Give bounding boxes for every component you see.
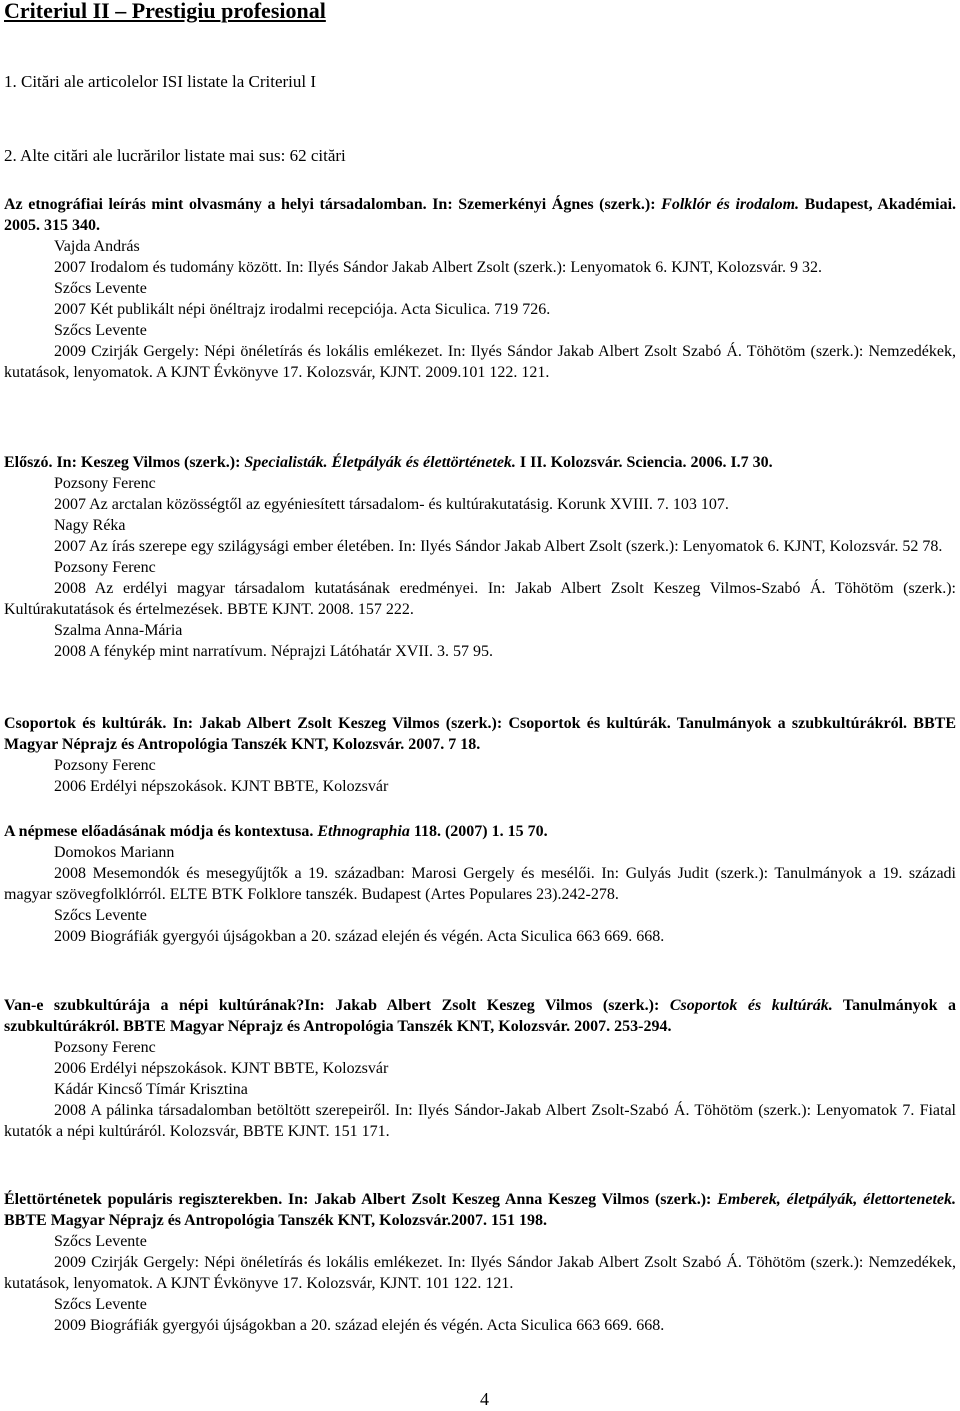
cited-work: Az etnográfiai leírás mint olvasmány a helyi társadalomban. In: Szemerkényi Ágnes (szerk.): Folklór és irodalom. Budapest, Akadémiai. 2005. 315 340. — [4, 196, 957, 234]
cited-work: Csoportok és kultúrák. In: Jakab Albert Zsolt Keszeg Vilmos (szerk.): Csoportok és kultúrák. Tanulmányok a szubkultúrákról. BBTE Magyar Néprajz és Antropológia Tanszék KNT, Kolozsvár. 2007. 7 18. — [4, 715, 956, 753]
citation-text: 2007 Az írás szerepe egy szilágysági ember életében. In: Ilyés Sándor Jakab Albert Zsolt (szerk.): Lenyomatok 6. KJNT, Kolozsvár. 52 78. — [54, 538, 943, 555]
citation-text: 2007 Az arctalan közösségtől az egyéniesített társadalom- és kultúrakutatásig. Korunk XVIII. 7. 103 107. — [54, 496, 729, 513]
citation-text: 2009 Biográfiák gyergyói újságokban a 20. század elején és végén. Acta Siculica 663 669. 668. — [54, 928, 665, 945]
citation-text: 2008 Mesemondók és mesegyűjtők a 19. században: Marosi Gergely és mesélői. In: Gulyás Judit (szerk.): Tanulmányok a 19. századi magyar szövegfolklórról. ELTE BTK Folklore tanszék. Budapest (Artes Populares 23).242-278. — [4, 865, 956, 903]
citing-author: Nagy Réka — [54, 517, 126, 534]
cited-work: Van-e szubkultúrája a népi kultúrának?In: Jakab Albert Zsolt Keszeg Vilmos (szerk.): Csoportok és kultúrák. Tanulmányok a szubkultúrákról. BBTE Magyar Néprajz és Antropológia Tanszék KNT, Kolozsvár. 2007. 253-294. — [4, 997, 957, 1035]
bibliography-entry — [4, 452, 956, 662]
citing-author: Szőcs Levente — [54, 907, 147, 924]
citation-text: 2009 Czirják Gergely: Népi önéletírás és lokális emlékezet. In: Ilyés Sándor Jakab Albert Zsolt Szabó Á. Töhötöm (szerk.): Nemzedékek, kutatások, lenyomatok. A KJNT Évkönyve 17. Kolozsvár, KJNT. 2009.101 122. 121. — [4, 343, 956, 381]
citation-text: 2008 A pálinka társadalomban betöltött szerepeiről. In: Ilyés Sándor-Jakab Albert Zsolt-Szabó Á. Töhötöm (szerk.): Lenyomatok 7. Fiatal kutatók a népi kultúráról. Kolozsvár, BBTE KJNT. 151 171. — [4, 1102, 956, 1140]
cited-work: A népmese előadásának módja és kontextusa. Ethnographia 118. (2007) 1. 15 70. — [4, 823, 548, 840]
citing-author: Pozsony Ferenc — [54, 1039, 156, 1056]
bibliography-entry — [4, 713, 956, 797]
citation-text: 2009 Czirják Gergely: Népi önéletírás és lokális emlékezet. In: Ilyés Sándor Jakab Albert Zsolt Szabó Á. Töhötöm (szerk.): Nemzedékek, kutatások, lenyomatok. A KJNT Évkönyve 17. Kolozsvár, KJNT. 101 122. 121. — [4, 1254, 956, 1292]
citing-author: Szőcs Levente — [54, 1296, 147, 1313]
citation-text: 2007 Két publikált népi önéltrajz irodalmi recepciója. Acta Siculica. 719 726. — [54, 301, 551, 318]
citing-author: Vajda András — [54, 238, 140, 255]
bibliography-entry — [4, 1189, 956, 1336]
bibliography-entry — [4, 821, 956, 947]
citation-text: 2007 Irodalom és tudomány között. In: Ilyés Sándor Jakab Albert Zsolt (szerk.): Lenyomatok 6. KJNT, Kolozsvár. 9 32. — [54, 259, 822, 276]
citation-text: 2008 A fénykép mint narratívum. Néprajzi Látóhatár XVII. 3. 57 95. — [54, 643, 493, 660]
citing-author: Szőcs Levente — [54, 322, 147, 339]
citing-author: Szőcs Levente — [54, 1233, 147, 1250]
section-heading-2: 2. Alte citări ale lucrărilor listate mai sus: 62 citări — [4, 146, 346, 165]
citation-text: 2006 Erdélyi népszokások. KJNT BBTE, Kolozsvár — [54, 1060, 389, 1077]
citing-author: Szőcs Levente — [54, 280, 147, 297]
bibliography-entry — [4, 995, 956, 1142]
cited-work: Élettörténetek populáris regiszterekben. In: Jakab Albert Zsolt Keszeg Anna Keszeg Vilmos (szerk.): Emberek, életpályák, élettortenetek. BBTE Magyar Néprajz és Antropológia Tanszék KNT, Kolozsvár.2007. 151 198. — [4, 1191, 957, 1229]
bibliography-entry — [4, 194, 956, 383]
citation-text: 2006 Erdélyi népszokások. KJNT BBTE, Kolozsvár — [54, 778, 389, 795]
citing-author: Pozsony Ferenc — [54, 559, 156, 576]
section-heading-1: 1. Citări ale articolelor ISI listate la Criteriul I — [4, 72, 317, 91]
citing-author: Kádár Kincső Tímár Krisztina — [54, 1081, 248, 1098]
citing-author: Szalma Anna-Mária — [54, 622, 183, 639]
cited-work: Előszó. In: Keszeg Vilmos (szerk.): Specialisták. Életpályák és élettörténetek. I II. Kolozsvár. Sciencia. 2006. I.7 30. — [4, 454, 773, 471]
page-number: 4 — [480, 1389, 489, 1409]
citing-author: Pozsony Ferenc — [54, 475, 156, 492]
citing-author: Domokos Mariann — [54, 844, 175, 861]
page-title: Criteriul II – Prestigiu profesional — [4, 0, 326, 23]
citation-text: 2009 Biográfiák gyergyói újságokban a 20. század elején és végén. Acta Siculica 663 669. 668. — [54, 1317, 665, 1334]
citing-author: Pozsony Ferenc — [54, 757, 156, 774]
citation-text: 2008 Az erdélyi magyar társadalom kutatásának eredményei. In: Jakab Albert Zsolt Keszeg Vilmos-Szabó Á. Töhötöm (szerk.): Kultúrakutatások és értelmezések. BBTE KJNT. 2008. 157 222. — [4, 580, 956, 618]
